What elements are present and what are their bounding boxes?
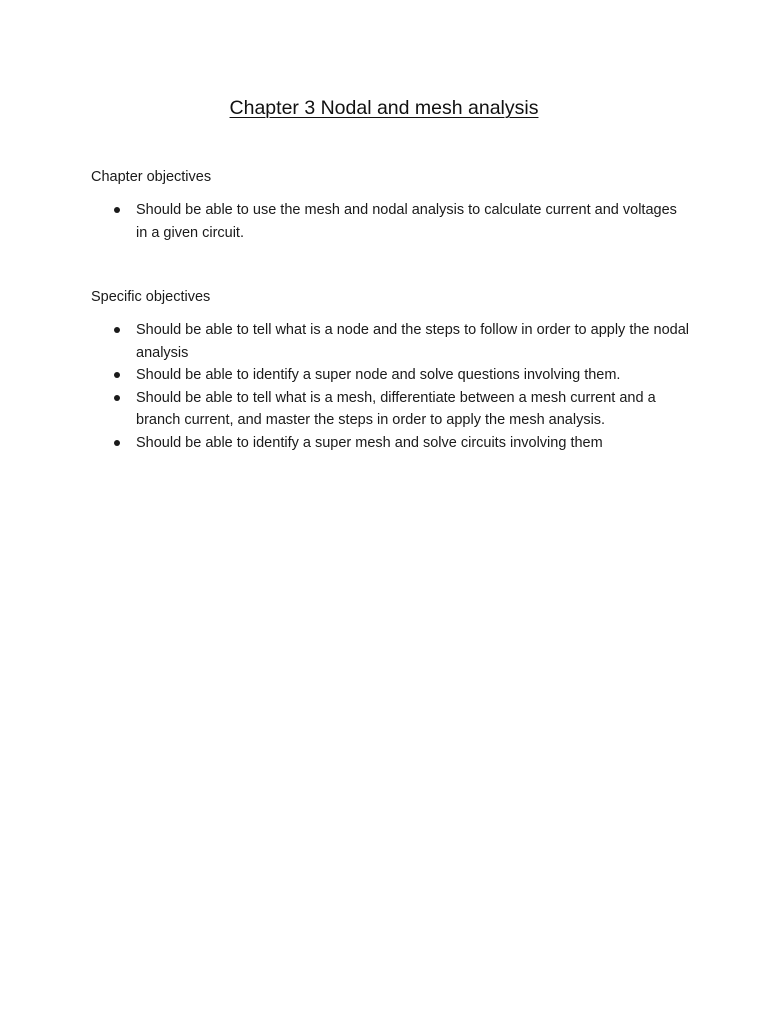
list-item [91,387,691,432]
bullet-icon [114,327,120,333]
section-heading-specific-objectives: Specific objectives [91,289,211,305]
bullet-icon [114,440,120,446]
page-title: Chapter 3 Nodal and mesh analysis [229,97,539,119]
list-item-text: Should be able to tell what is a node and the steps to follow in order to apply the nodal analysis [136,322,689,361]
list-item [91,319,691,364]
bullet-icon [114,372,120,378]
list-item-text: Should be able to tell what is a mesh, differentiate between a mesh current and a branch current, and master the steps in order to apply the mesh analysis. [136,389,656,428]
list-item-text: Should be able to use the mesh and nodal analysis to calculate current and voltages in a given circuit. [136,202,677,241]
list-item [91,364,691,387]
chapter-objectives-list [91,199,691,244]
list-item [91,199,691,244]
bullet-icon [114,395,120,401]
section-heading-chapter-objectives: Chapter objectives [91,169,212,185]
bullet-icon [114,207,120,213]
list-item [91,432,691,455]
list-item-text: Should be able to identify a super node and solve questions involving them. [136,367,621,383]
specific-objectives-list [91,319,691,454]
list-item-text: Should be able to identify a super mesh and solve circuits involving them [136,434,603,451]
